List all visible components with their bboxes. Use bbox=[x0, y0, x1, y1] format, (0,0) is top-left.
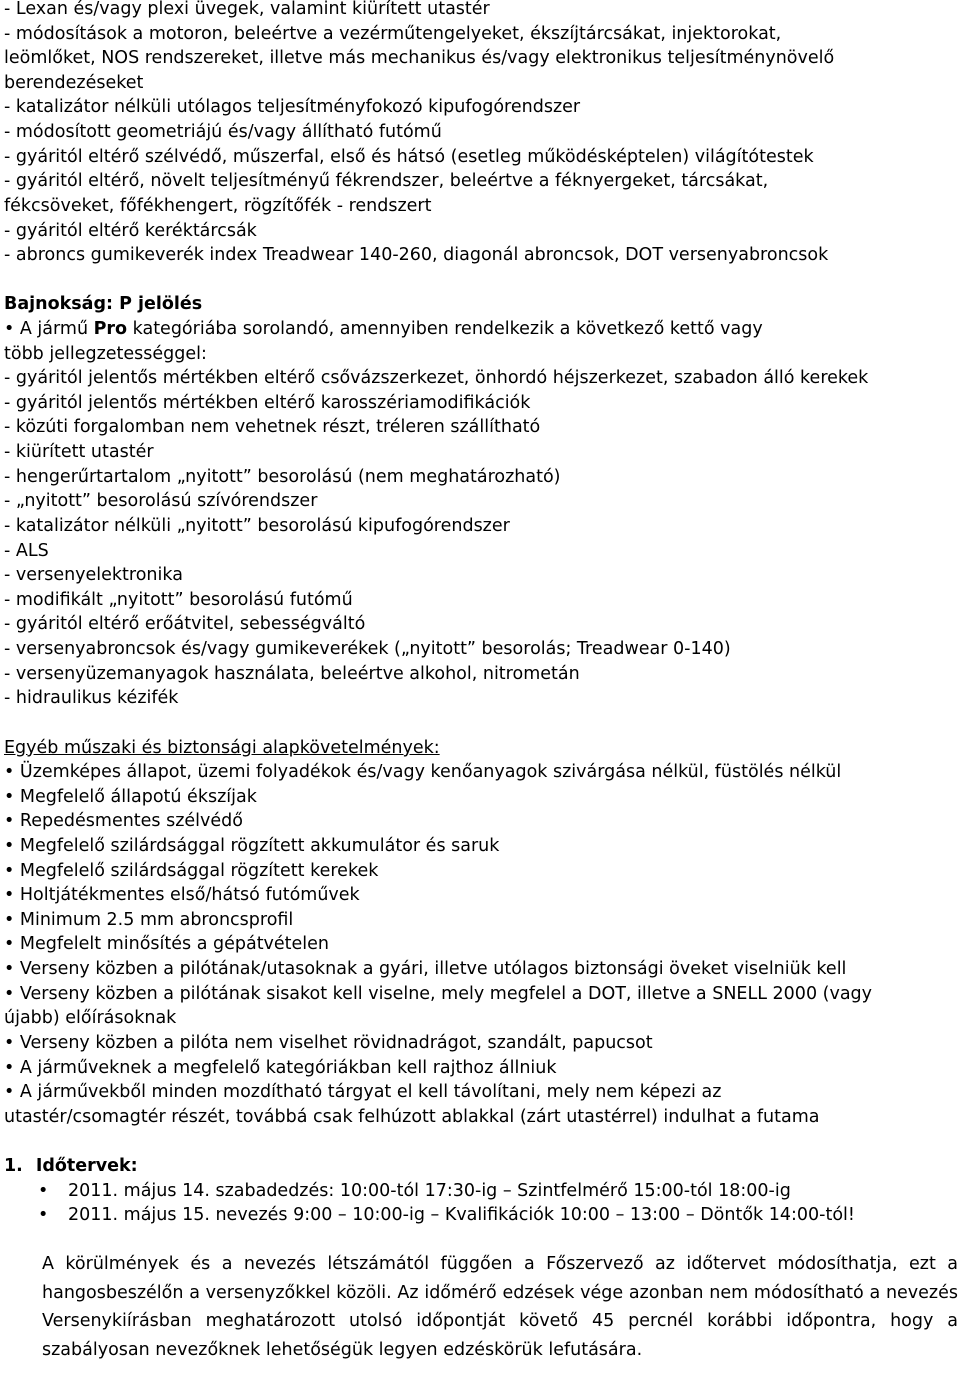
list-item: - versenyüzemanyagok használata, beleértve alkohol, nitrometán bbox=[4, 664, 580, 684]
schedule-text: 2011. május 15. nevezés 9:00 – 10:00-ig – Kvalifikációk 10:00 – 13:00 – Döntők 14:00-tól! bbox=[68, 1205, 855, 1225]
bullet-item: • Üzemképes állapot, üzemi folyadékok és/vagy kenőanyagok szivárgása nélkül, füstölés nélkül bbox=[4, 762, 842, 782]
list-item: - gyáritól eltérő erőátvitel, sebességváltó bbox=[4, 614, 366, 634]
list-item-continuation: fékcsöveket, főfékhengert, rögzítőfék - rendszert bbox=[4, 196, 432, 216]
list-item: - Lexan és/vagy plexi üvegek, valamint kiürített utastér bbox=[4, 0, 490, 19]
bullet-item: • A járműveknek a megfelelő kategóriákban kell rajthoz állniuk bbox=[4, 1058, 557, 1078]
list-item: - ALS bbox=[4, 541, 49, 561]
list-item: - hidraulikus kézifék bbox=[4, 688, 179, 708]
list-item: - gyáritól eltérő keréktárcsák bbox=[4, 221, 257, 241]
bullet-item: • A járművekből minden mozdítható tárgyat el kell távolítani, mely nem képezi az bbox=[4, 1082, 722, 1102]
section-title: Időtervek: bbox=[35, 1156, 138, 1176]
list-item: - módosítások a motoron, beleértve a vezérműtengelyeket, ékszíjtárcsákat, injektorokat, bbox=[4, 24, 782, 44]
bullet-item: • Verseny közben a pilóta nem viselhet rövidnadrágot, szandált, papucsot bbox=[4, 1033, 653, 1053]
bullet-item: • Megfelelt minősítés a gépátvételen bbox=[4, 934, 330, 954]
list-item: - katalizátor nélküli utólagos teljesítményfokozó kipufogórendszer bbox=[4, 97, 581, 117]
list-item: - kiürített utastér bbox=[4, 442, 154, 462]
intro-suffix: kategóriába sorolandó, amennyiben rendelkezik a következő kettő vagy bbox=[127, 319, 763, 339]
closing-paragraph: A körülmények és a nevezés létszámától függően a Főszervező az időtervet módosíthatja, ezt a hangosbeszélőn a versenyzőkkel közöli. Az időmérő edzések vége azonban nem módosítható a nevezés Versenykiírásban meghatározott utolsó időpontját követő 45 percnél korábbi időpontra, hogy a szabályosan nevezőknek lehetőségük legyen edzéskörük lefutására. bbox=[42, 1254, 958, 1360]
list-item: - modifikált „nyitott” besorolású futómű bbox=[4, 590, 353, 610]
list-item: - közúti forgalomban nem vehetnek részt, tréleren szállítható bbox=[4, 417, 541, 437]
bullet-item: • Verseny közben a pilótának/utasoknak a gyári, illetve utólagos biztonsági öveket viselniük kell bbox=[4, 959, 847, 979]
schedule-text: 2011. május 14. szabadedzés: 10:00-tól 17:30-ig – Szintfelmérő 15:00-tól 18:00-ig bbox=[68, 1181, 791, 1201]
bullet-icon: • bbox=[38, 1181, 49, 1201]
intro-line bbox=[4, 317, 763, 341]
intro-continuation: több jellegzetességgel: bbox=[4, 344, 207, 364]
list-item-continuation: berendezéseket bbox=[4, 73, 144, 93]
section-heading-idotervek bbox=[4, 1154, 138, 1178]
list-item: - gyáritól eltérő, növelt teljesítményű fékrendszer, beleértve a féknyergeket, tárcsákat, bbox=[4, 171, 769, 191]
list-item: - hengerűrtartalom „nyitott” besorolású (nem meghatározható) bbox=[4, 467, 561, 487]
section-heading-egyeb: Egyéb műszaki és biztonsági alapkövetelmények: bbox=[4, 738, 440, 758]
section-number: 1. bbox=[4, 1156, 23, 1176]
bullet-item: • Megfelelő szilárdsággal rögzített akkumulátor és saruk bbox=[4, 836, 500, 856]
category-pro: Pro bbox=[93, 319, 128, 339]
bullet-item: • Megfelelő szilárdsággal rögzített kerekek bbox=[4, 861, 379, 881]
bullet-icon: • bbox=[38, 1205, 49, 1225]
bullet-item: • Megfelelő állapotú ékszíjak bbox=[4, 787, 257, 807]
bullet-item: • Holtjátékmentes első/hátsó futóművek bbox=[4, 885, 360, 905]
list-item: - gyáritól eltérő szélvédő, műszerfal, első és hátsó (esetleg működésképtelen) világítótestek bbox=[4, 147, 814, 167]
bullet-item: • Verseny közben a pilótának sisakot kell viselne, mely megfelel a DOT, illetve a SNELL 2000 (vagy bbox=[4, 984, 873, 1004]
bullet-item-continuation: újabb) előírásoknak bbox=[4, 1008, 177, 1028]
list-item: - abroncs gumikeverék index Treadwear 140-260, diagonál abroncsok, DOT versenyabroncsok bbox=[4, 245, 829, 265]
bullet-item-continuation: utastér/csomagtér részét, továbbá csak felhúzott ablakkal (zárt utastérrel) indulhat a futama bbox=[4, 1107, 820, 1127]
list-item: - versenyelektronika bbox=[4, 565, 183, 585]
list-item: - módosított geometriájú és/vagy állítható futómű bbox=[4, 122, 442, 142]
list-item: - versenyabroncsok és/vagy gumikeverékek („nyitott” besorolás; Treadwear 0-140) bbox=[4, 639, 731, 659]
intro-prefix: • A jármű bbox=[4, 319, 94, 339]
bullet-item: • Repedésmentes szélvédő bbox=[4, 811, 243, 831]
list-item: - „nyitott” besorolású szívórendszer bbox=[4, 491, 318, 511]
list-item: - katalizátor nélküli „nyitott” besorolású kipufogórendszer bbox=[4, 516, 510, 536]
section-heading-bajnoksag: Bajnokság: P jelölés bbox=[4, 294, 203, 314]
list-item: - gyáritól jelentős mértékben eltérő csővázszerkezet, önhordó héjszerkezet, szabadon álló kerekek bbox=[4, 368, 869, 388]
bullet-item: • Minimum 2.5 mm abroncsprofil bbox=[4, 910, 294, 930]
list-item: - gyáritól jelentős mértékben eltérő karosszériamodifikációk bbox=[4, 393, 531, 413]
list-item-continuation: leömlőket, NOS rendszereket, illetve más mechanikus és/vagy elektronikus teljesítménynövelő bbox=[4, 48, 835, 68]
